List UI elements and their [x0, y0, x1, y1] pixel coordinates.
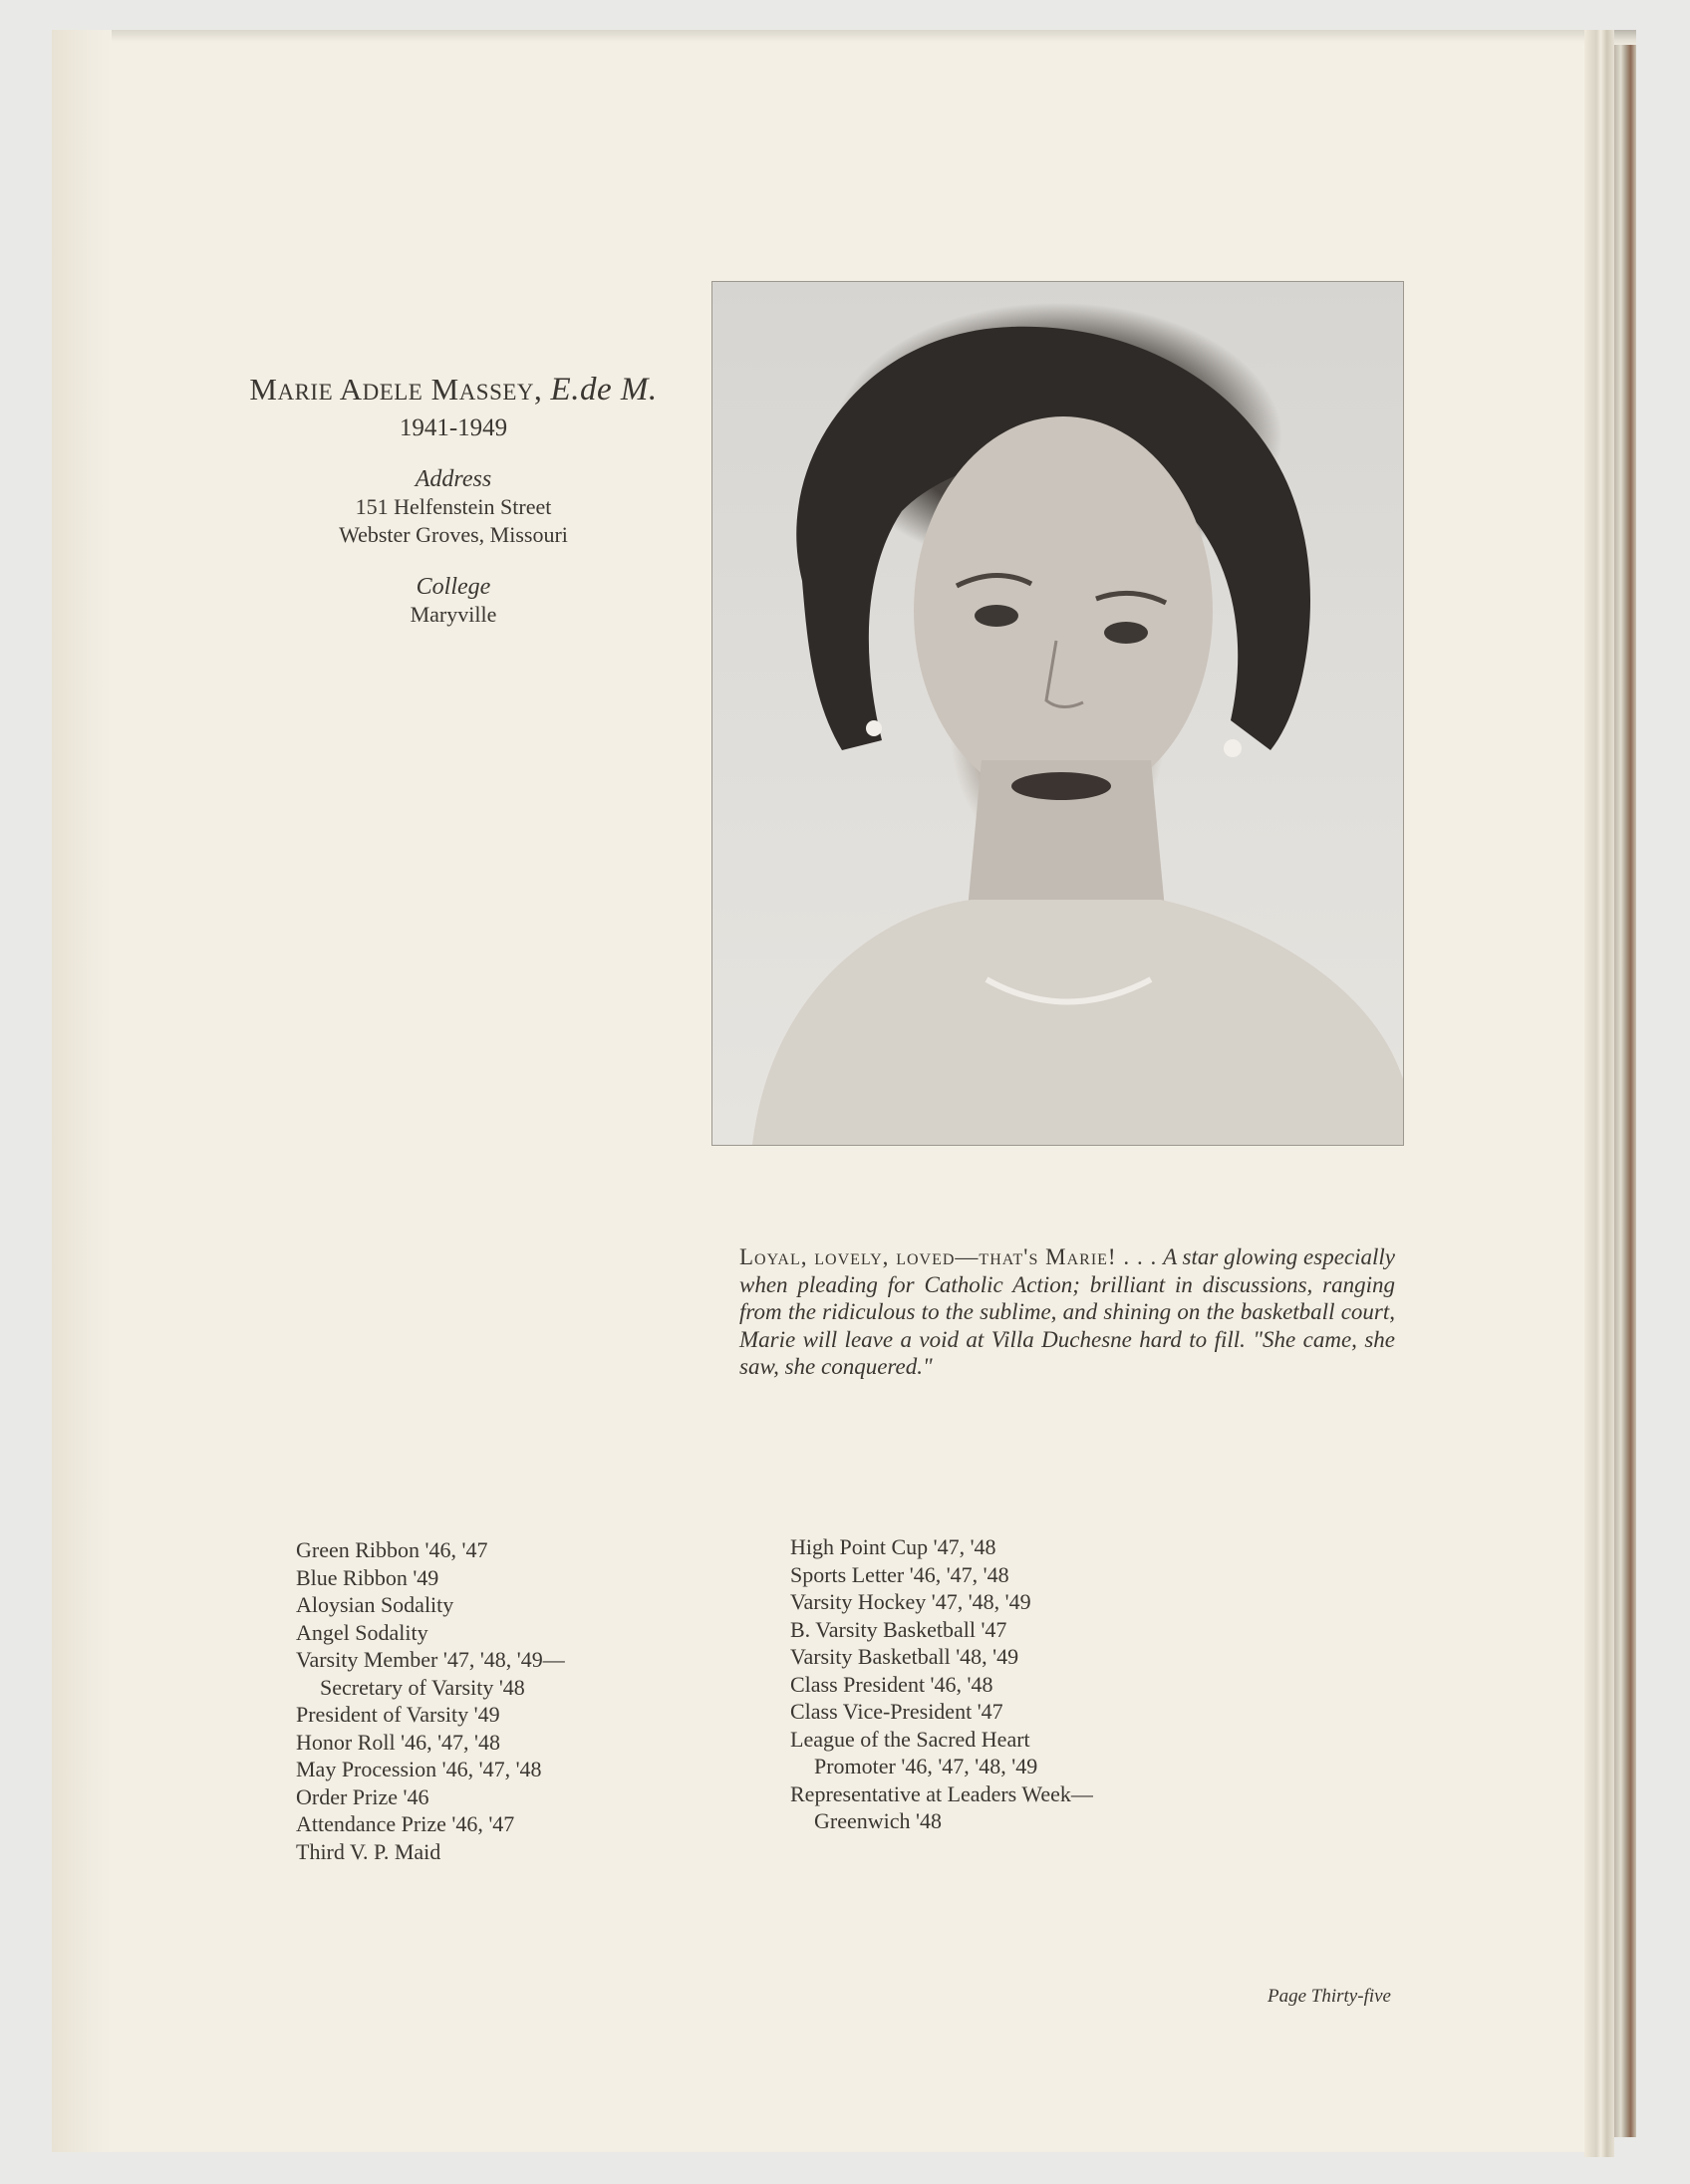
activity-item: Third V. P. Maid [296, 1838, 441, 1864]
activity-item: Class President '46, '48 [790, 1671, 993, 1697]
activity-item: President of Varsity '49 [296, 1702, 500, 1727]
activity-item: Sports Letter '46, '47, '48 [790, 1561, 1009, 1587]
book-binding [1614, 45, 1636, 2137]
activity-item: Class Vice-President '47 [790, 1699, 1003, 1724]
activity-item: B. Varsity Basketball '47 [790, 1616, 1007, 1642]
activity-item: Green Ribbon '46, '47 [296, 1537, 488, 1562]
page-edge [1584, 30, 1614, 2157]
page-number: Page Thirty-five [1268, 1986, 1391, 2007]
activities-right-column [790, 1533, 1093, 1835]
activity-item: May Procession '46, '47, '48 [296, 1757, 542, 1781]
attendance-years: 1941-1949 [399, 413, 508, 441]
activity-item: Varsity Basketball '48, '49 [790, 1644, 1019, 1669]
student-header [204, 371, 703, 629]
activities-left-column [296, 1536, 565, 1865]
activity-item: Representative at Leaders Week— [790, 1780, 1093, 1806]
name-suffix: E.de M. [550, 372, 658, 408]
activity-item: Greenwich '48 [814, 1808, 942, 1833]
blurb-body: A star glowing especially when pleading for Catholic Action; brilliant in discussions, ranging from the ridiculous to the sublime, and shining on the basketball court, Marie will leave a void at Villa Duchesne hard to fill. [739, 1244, 1395, 1352]
address-line-2: Webster Groves, Missouri [339, 522, 568, 548]
blurb-quote: "She came, she saw, she conquered." [739, 1326, 1395, 1380]
activity-item: High Point Cup '47, '48 [790, 1534, 996, 1559]
page-gutter [52, 30, 112, 2152]
activity-item: Honor Roll '46, '47, '48 [296, 1729, 501, 1755]
college-name: Maryville [410, 601, 497, 627]
college-label: College [416, 573, 491, 600]
activity-item: Blue Ribbon '49 [296, 1564, 439, 1590]
activity-item: Angel Sodality [296, 1619, 428, 1645]
activity-item: Varsity Member '47, '48, '49— [296, 1647, 565, 1672]
activity-item: Varsity Hockey '47, '48, '49 [790, 1589, 1031, 1614]
activity-item: Secretary of Varsity '48 [320, 1674, 525, 1700]
activity-item: Aloysian Sodality [296, 1592, 454, 1617]
activity-item: League of the Sacred Heart [790, 1726, 1030, 1752]
blurb-lead: Loyal, lovely, loved—that's Marie! . . . [739, 1244, 1158, 1269]
activity-item: Order Prize '46 [296, 1783, 429, 1809]
activity-item: Promoter '46, '47, '48, '49 [814, 1754, 1038, 1778]
portrait-icon [712, 282, 1403, 1145]
address-label: Address [415, 465, 492, 492]
address-line-1: 151 Helfenstein Street [355, 493, 552, 519]
student-blurb [739, 1243, 1395, 1381]
activity-item: Attendance Prize '46, '47 [296, 1811, 515, 1836]
student-name: MARIE ADELE MASSEY, E.de M. [249, 372, 658, 408]
student-portrait-photo [711, 281, 1404, 1146]
